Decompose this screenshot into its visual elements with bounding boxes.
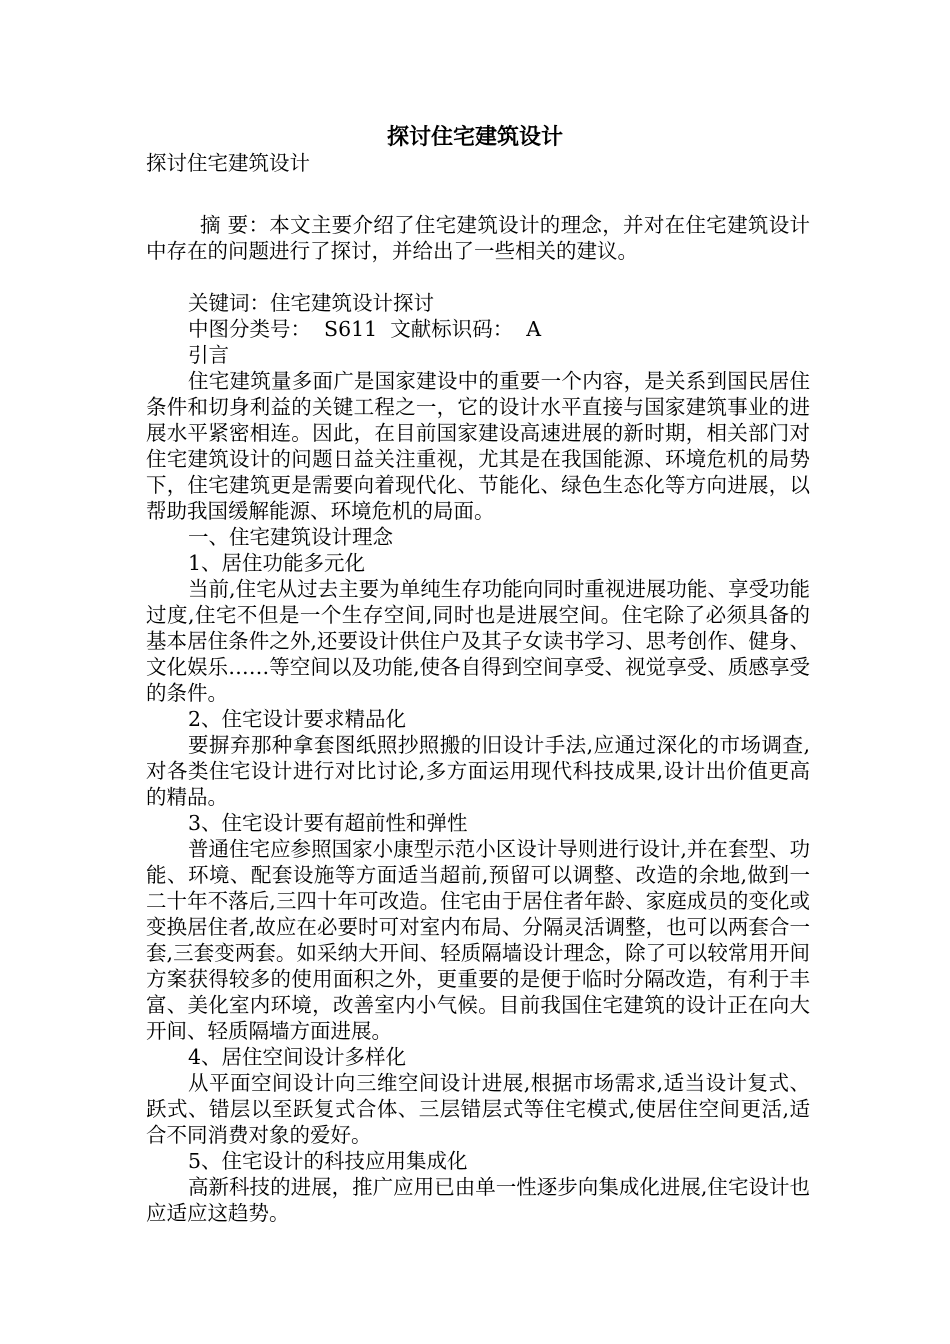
document-title: 探讨住宅建筑设计 bbox=[386, 125, 563, 150]
item-paragraph: 从平面空间设计向三维空间设计进展,根据市场需求,适当设计复式、跃式、错层以至跃复式合体、三层错层式等住宅模式,使居住空间更活,适合不同消费对象的爱好。 bbox=[146, 1071, 810, 1147]
item-heading: 3、住宅设计要有超前性和弹性 bbox=[188, 811, 468, 835]
item-heading: 1、居住功能多元化 bbox=[188, 551, 366, 575]
intro-paragraph: 住宅建筑量多面广是国家建设中的重要一个内容，是关系到国民居住条件和切身利益的关键工程之一，它的设计水平直接与国家建筑事业的进展水平紧密相连。因此，在目前国家建设高速进展的新时期，相关部门对住宅建筑设计的问题日益关注重视，尤其是在我国能源、环境危机的局势下，住宅建筑更是需要向着现代化、节能化、绿色生态化等方向进展，以帮助我国缓解能源、环境危机的局面。 bbox=[146, 369, 810, 523]
spacer bbox=[146, 264, 810, 290]
item-heading: 5、住宅设计的科技应用集成化 bbox=[188, 1149, 468, 1173]
intro-heading: 引言 bbox=[188, 343, 229, 367]
abstract-paragraph: 摘 要：本文主要介绍了住宅建筑设计的理念，并对在住宅建筑设计中存在的问题进行了探讨，并给出了一些相关的建议。 bbox=[146, 213, 810, 263]
document-subtitle: 探讨住宅建筑设计 bbox=[146, 151, 310, 175]
classification-line: 中图分类号： S611 文献标识码： A bbox=[188, 317, 542, 341]
keywords-line: 关键词：住宅建筑设计探讨 bbox=[188, 291, 434, 315]
spacer bbox=[146, 176, 810, 212]
item-paragraph: 要摒弃那种拿套图纸照抄照搬的旧设计手法,应通过深化的市场调查,对各类住宅设计进行对比讨论,多方面运用现代科技成果,设计出价值更高的精品。 bbox=[146, 733, 810, 809]
item-heading: 2、住宅设计要求精品化 bbox=[188, 707, 407, 731]
section-heading: 一、住宅建筑设计理念 bbox=[188, 525, 393, 549]
item-paragraph: 当前,住宅从过去主要为单纯生存功能向同时重视进展功能、享受功能过度,住宅不但是一个生存空间,同时也是进展空间。住宅除了必须具备的基本居住条件之外,还要设计供住户及其子女读书学习、思考创作、健身、文化娱乐……等空间以及功能,使各自得到空间享受、视觉享受、质感享受的条件。 bbox=[146, 577, 810, 705]
document-body bbox=[146, 150, 810, 1226]
item-heading: 4、居住空间设计多样化 bbox=[188, 1045, 407, 1069]
item-paragraph: 普通住宅应参照国家小康型示范小区设计导则进行设计,并在套型、功能、环境、配套设施等方面适当超前,预留可以调整、改造的余地,做到一二十年不落后,三四十年可改造。住宅由于居住者年龄、家庭成员的变化或变换居住者,故应在必要时可对室内布局、分隔灵活调整，也可以两套合一套,三套变两套。如采纳大开间、轻质隔墙设计理念，除了可以较常用开间方案获得较多的使用面积之外，更重要的是便于临时分隔改造，有利于丰富、美化室内环境，改善室内小气候。目前我国住宅建筑的设计正在向大开间、轻质隔墙方面进展。 bbox=[146, 837, 810, 1043]
item-paragraph: 高新科技的进展，推广应用已由单一性逐步向集成化进展,住宅设计也应适应这趋势。 bbox=[146, 1175, 810, 1225]
